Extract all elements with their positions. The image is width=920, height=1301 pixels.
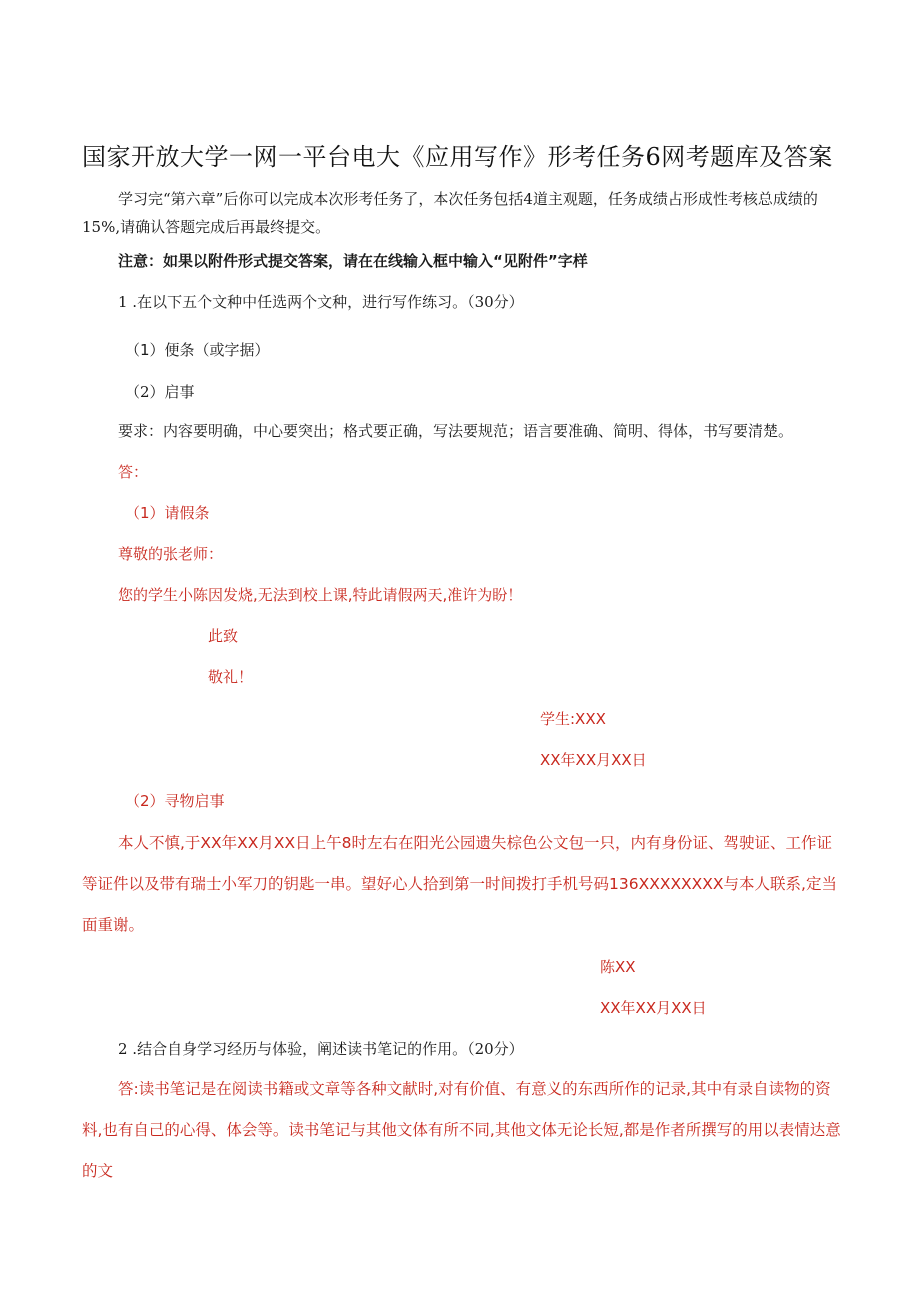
q1-answer-label: 答：: [118, 463, 149, 481]
leave-note-salutation: 尊敬的张老师：: [118, 545, 224, 563]
question-1: 1 .在以下五个文种中任选两个文种，进行写作练习。（30分）: [118, 293, 524, 311]
lost-notice-signature: 陈XX: [600, 958, 636, 976]
leave-note-closing-2: 敬礼！: [208, 668, 254, 686]
leave-note-body: 您的学生小陈因发烧,无法到校上课,特此请假两天,准许为盼！: [118, 586, 523, 604]
leave-note-date: XX年XX月XX日: [540, 751, 647, 769]
lost-notice-date: XX年XX月XX日: [600, 999, 707, 1017]
notice-text: 注意：如果以附件形式提交答案，请在在线输入框中输入“见附件”字样: [118, 252, 588, 270]
lost-notice-heading: （2）寻物启事: [125, 792, 225, 810]
q1-option-1: （1）便条（或字据）: [125, 341, 270, 359]
document-title: 国家开放大学一网一平台电大《应用写作》形考任务6网考题库及答案: [82, 143, 833, 171]
leave-note-signature: 学生:XXX: [540, 710, 606, 728]
intro-paragraph: 学习完“第六章”后你可以完成本次形考任务了，本次任务包括4道主观题，任务成绩占形成性考核总成绩的15%,请确认答题完成后再最终提交。: [82, 190, 818, 236]
question-2: 2 .结合自身学习经历与体验，阐述读书笔记的作用。（20分）: [118, 1040, 524, 1058]
q1-requirement: 要求：内容要明确，中心要突出；格式要正确，写法要规范；语言要准确、简明、得体，书写要清楚。: [118, 422, 794, 440]
q2-answer: 答:读书笔记是在阅读书籍或文章等各种文献时,对有价值、有意义的东西所作的记录,其中有录自读物的资料,也有自己的心得、体会等。读书笔记与其他文体有所不同,其他文体无论长短,都是作者所撰写的用以表情达意的文: [82, 1080, 841, 1180]
lost-notice-body: 本人不慎,于XX年XX月XX日上午8时左右在阳光公园遗失棕色公文包一只，内有身份证、驾驶证、工作证等证件以及带有瑞士小军刀的钥匙一串。望好心人拾到第一时间拨打手机号码136XXXXXXXX与本人联系,定当面重谢。: [82, 834, 837, 934]
leave-note-closing-1: 此致: [208, 627, 239, 645]
leave-note-heading: （1）请假条: [125, 504, 210, 522]
q1-option-2: （2）启事: [125, 383, 195, 401]
